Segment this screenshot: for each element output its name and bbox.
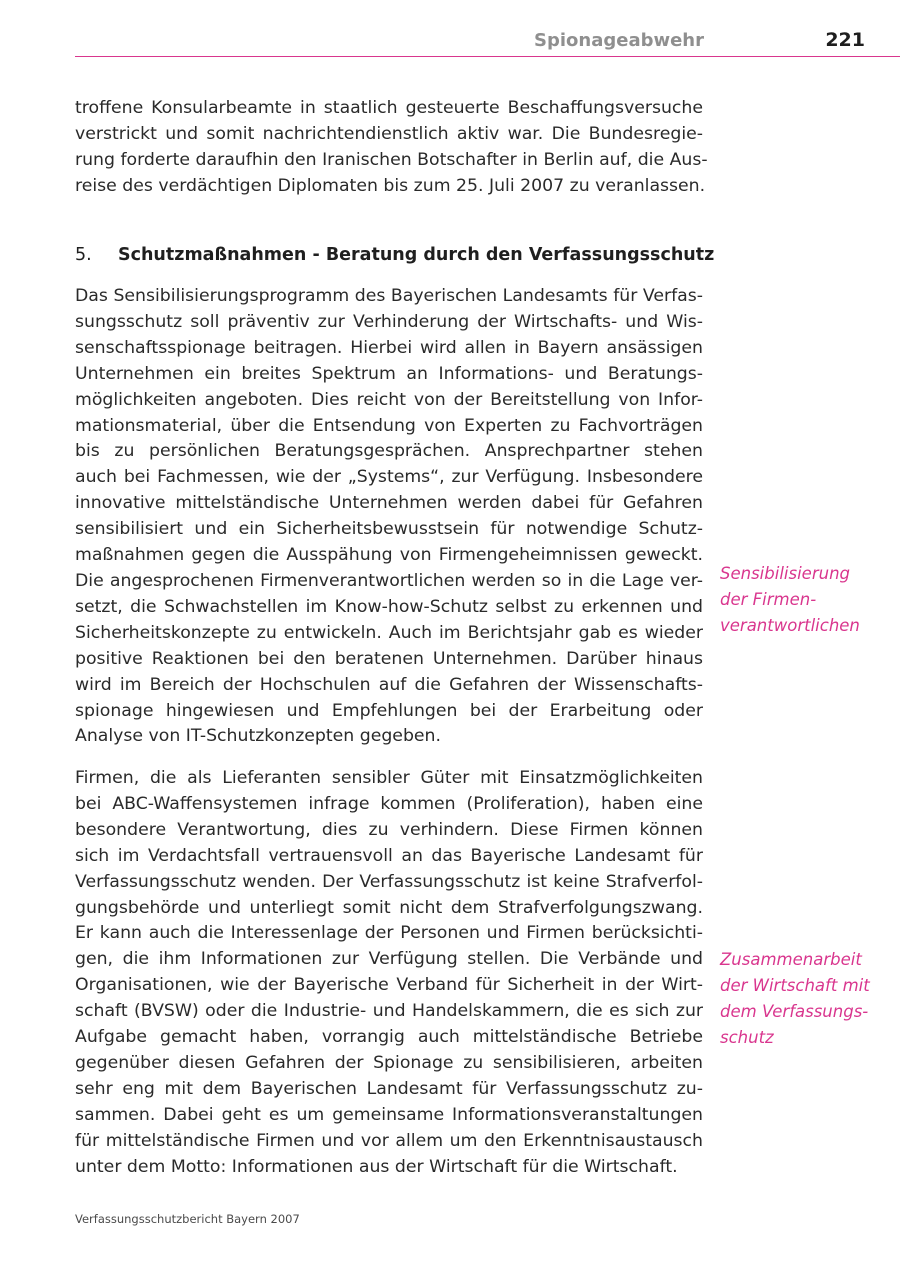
- text-line: reise des verdächtigen Diplomaten bis zum 25. Juli 2007 zu veranlassen.: [75, 175, 706, 196]
- margin-note-line: Sensibilisierung: [720, 564, 850, 583]
- text-line: Organisationen, wie der Bayerische Verband für Sicherheit in der Wirt-: [75, 975, 703, 996]
- page-footer: Verfassungsschutzbericht Bayern 2007: [75, 1212, 300, 1226]
- page-number: 221: [825, 29, 865, 51]
- text-line: Firmen, die als Lieferanten sensibler Güter mit Einsatzmöglichkeiten: [75, 768, 703, 788]
- text-line: troffene Konsularbeamte in staatlich gesteuerte Beschaffungsversuche: [75, 98, 703, 118]
- text-line: senschaftsspionage beitragen. Hierbei wird allen in Bayern ansässigen: [75, 337, 703, 358]
- margin-note-zusammenarbeit: [720, 947, 895, 1051]
- text-line: Unternehmen ein breites Spektrum an Informations- und Beratungs-: [75, 363, 703, 384]
- text-line: sungsschutz soll präventiv zur Verhinderung der Wirtschafts- und Wis-: [75, 311, 703, 332]
- margin-note-line: dem Verfassungs-: [720, 1002, 869, 1021]
- text-line: für mittelständische Firmen und vor allem um den Erkenntnisaustausch: [75, 1130, 703, 1151]
- text-line: möglichkeiten angeboten. Dies reicht von der Bereitstellung von Infor-: [75, 389, 703, 410]
- text-line: positive Reaktionen bei den beratenen Unternehmen. Darüber hinaus: [75, 648, 703, 669]
- text-line: Die angesprochenen Firmenverantwortlichen werden so in die Lage ver-: [75, 570, 703, 591]
- text-line: setzt, die Schwachstellen im Know-how-Schutz selbst zu erkennen und: [75, 596, 703, 617]
- text-line: Sicherheitskonzepte zu entwickeln. Auch im Berichtsjahr gab es wieder: [75, 622, 703, 643]
- paragraph-sensibilisierung: [75, 284, 703, 750]
- text-line: gungsbehörde und unterliegt somit nicht dem Strafverfolgungszwang.: [75, 897, 703, 918]
- section-heading: [75, 242, 715, 268]
- margin-note-line: Zusammenarbeit: [720, 950, 862, 969]
- section-title: Schutzmaßnahmen - Beratung durch den Verfassungsschutz: [118, 245, 715, 265]
- text-line: verstrickt und somit nachrichtendienstlich aktiv war. Die Bundesregie-: [75, 123, 703, 144]
- text-line: Er kann auch die Interessenlage der Personen und Firmen berücksichti-: [75, 923, 703, 944]
- margin-note-line: der Wirtschaft mit: [720, 976, 870, 995]
- text-line: innovative mittelständische Unternehmen werden dabei für Gefahren: [75, 493, 703, 514]
- text-line: auch bei Fachmessen, wie der „Systems“, zur Verfügung. Insbesondere: [75, 467, 703, 488]
- margin-note-line: der Firmen-: [720, 590, 817, 609]
- text-line: unter dem Motto: Informationen aus der Wirtschaft für die Wirtschaft.: [75, 1156, 678, 1177]
- text-line: sammen. Dabei geht es um gemeinsame Informationsveranstaltungen: [75, 1104, 703, 1125]
- text-line: wird im Bereich der Hochschulen auf die Gefahren der Wissenschafts-: [75, 674, 703, 695]
- running-title: Spionageabwehr: [534, 30, 704, 51]
- text-line: besondere Verantwortung, dies zu verhindern. Diese Firmen können: [75, 819, 703, 840]
- page-header: [75, 28, 900, 57]
- text-line: sehr eng mit dem Bayerischen Landesamt für Verfassungsschutz zu-: [75, 1078, 703, 1099]
- text-line: schaft (BVSW) oder die Industrie- und Handelskammern, die es sich zur: [75, 1001, 703, 1022]
- text-line: gen, die ihm Informationen zur Verfügung stellen. Die Verbände und: [75, 949, 703, 970]
- margin-note-line: verantwortlichen: [720, 616, 860, 635]
- text-line: maßnahmen gegen die Ausspähung von Firmengeheimnissen geweckt.: [75, 545, 703, 566]
- text-line: Das Sensibilisierungsprogramm des Bayerischen Landesamts für Verfas-: [75, 286, 703, 306]
- text-line: sich im Verdachtsfall vertrauensvoll an das Bayerische Landesamt für: [75, 845, 703, 866]
- text-line: mationsmaterial, über die Entsendung von Experten zu Fachvorträgen: [75, 415, 703, 436]
- text-line: gegenüber diesen Gefahren der Spionage zu sensibilisieren, arbeiten: [75, 1052, 703, 1073]
- text-line: rung forderte daraufhin den Iranischen Botschafter in Berlin auf, die Aus-: [75, 149, 708, 170]
- text-line: Aufgabe gemacht haben, vorrangig auch mittelständische Betriebe: [75, 1027, 703, 1048]
- text-line: Verfassungsschutz wenden. Der Verfassungsschutz ist keine Strafverfol-: [75, 871, 703, 892]
- paragraph-zusammenarbeit: [75, 766, 703, 1181]
- intro-paragraph: [75, 96, 708, 200]
- text-line: bei ABC-Waffensystemen infrage kommen (Proliferation), haben eine: [75, 793, 703, 814]
- margin-note-sensibilisierung: [720, 561, 895, 639]
- text-line: spionage hingewiesen und Empfehlungen bei der Erarbeitung oder: [75, 700, 703, 721]
- text-line: Analyse von IT-Schutzkonzepten gegeben.: [75, 726, 441, 747]
- text-line: bis zu persönlichen Beratungsgesprächen. Ansprechpartner stehen: [75, 441, 703, 462]
- section-number: 5.: [75, 245, 92, 265]
- margin-note-line: schutz: [720, 1028, 774, 1047]
- text-line: sensibilisiert und ein Sicherheitsbewusstsein für notwendige Schutz-: [75, 519, 703, 540]
